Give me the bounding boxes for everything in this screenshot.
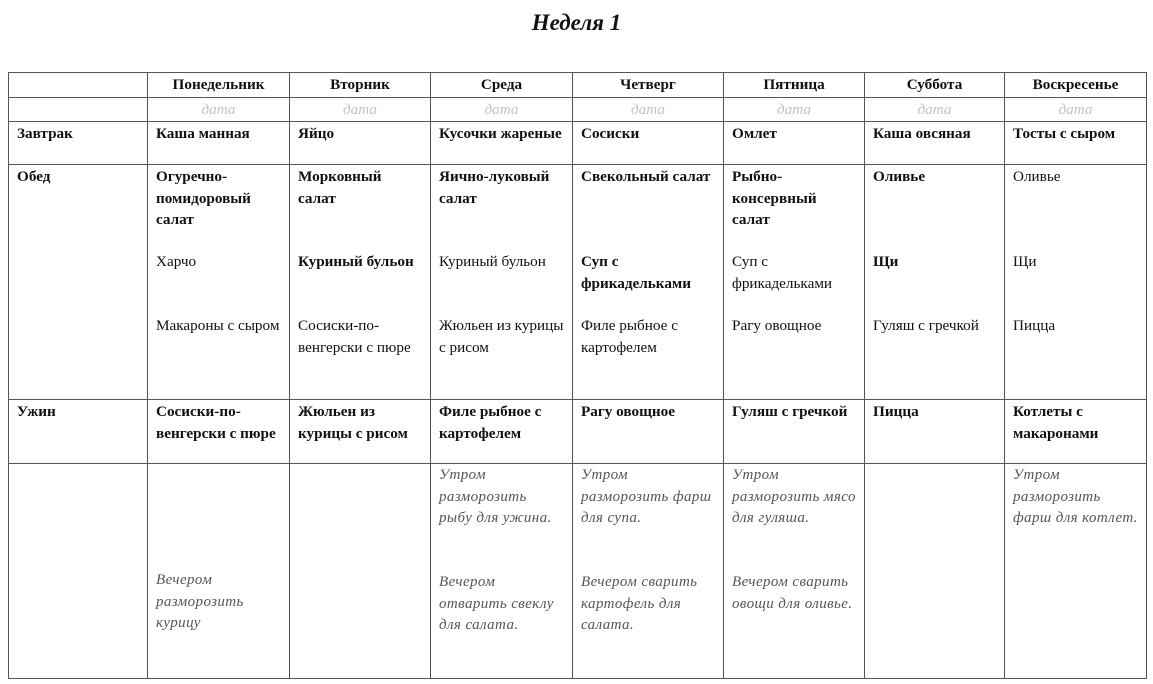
- meal-label-dinner: Ужин: [9, 400, 148, 464]
- date-row: [9, 97, 1147, 122]
- notes-cell: [148, 464, 290, 679]
- lunch-cell: [148, 165, 290, 400]
- lunch-cell: [290, 165, 431, 400]
- notes-cell: [865, 464, 1005, 679]
- date-field[interactable]: дата: [290, 97, 431, 122]
- date-field[interactable]: дата: [573, 97, 724, 122]
- lunch-salad: Огуречно-помидоровый салат: [156, 168, 251, 228]
- date-field[interactable]: дата: [148, 97, 290, 122]
- morning-note: Утром разморозить фарш для котлет.: [1013, 467, 1138, 526]
- empty-cell: [9, 97, 148, 122]
- lunch-main: Жюльен из курицы с рисом: [439, 317, 564, 356]
- lunch-cell: [724, 165, 865, 400]
- notes-cell: [573, 464, 724, 679]
- lunch-cell: [1005, 165, 1147, 400]
- breakfast-cell: Каша манная: [148, 122, 290, 165]
- meal-label-breakfast: Завтрак: [9, 122, 148, 165]
- morning-note: Утром разморозить фарш для супа.: [581, 467, 712, 526]
- lunch-cell: [865, 165, 1005, 400]
- dinner-cell: Рагу овощное: [573, 400, 724, 464]
- breakfast-row: [9, 122, 1147, 165]
- weekly-menu-sheet: [8, 72, 1146, 672]
- lunch-main: Макароны с сыром: [156, 317, 280, 334]
- lunch-main: Сосиски-по-венгерски с пюре: [298, 317, 411, 356]
- day-header-row: [9, 73, 1147, 98]
- day-header: Среда: [431, 73, 573, 98]
- lunch-salad: Свекольный салат: [581, 168, 711, 185]
- notes-cell: [1005, 464, 1147, 679]
- weekly-menu-table: [8, 72, 1147, 679]
- lunch-soup: Куриный бульон: [298, 253, 414, 270]
- lunch-main: Филе рыбное с картофелем: [581, 317, 678, 356]
- breakfast-cell: Каша овсяная: [865, 122, 1005, 165]
- day-header: Пятница: [724, 73, 865, 98]
- lunch-main: Пицца: [1013, 317, 1056, 334]
- notes-label-cell: [9, 464, 148, 679]
- day-header: Суббота: [865, 73, 1005, 98]
- lunch-soup: Харчо: [156, 253, 197, 270]
- morning-note: Утром разморозить мясо для гуляша.: [732, 467, 856, 526]
- breakfast-cell: Яйцо: [290, 122, 431, 165]
- lunch-soup: Суп с фрикадельками: [581, 253, 692, 292]
- dinner-cell: Филе рыбное с картофелем: [431, 400, 573, 464]
- notes-row: [9, 464, 1147, 679]
- lunch-salad: Яично-луковый салат: [439, 168, 550, 207]
- breakfast-cell: Сосиски: [573, 122, 724, 165]
- day-header: Вторник: [290, 73, 431, 98]
- evening-note: Вечером разморозить курицу: [156, 572, 244, 631]
- lunch-soup: Щи: [1013, 253, 1037, 270]
- evening-note: Вечером сварить овощи для оливье.: [732, 574, 853, 612]
- dinner-cell: Пицца: [865, 400, 1005, 464]
- breakfast-cell: Омлет: [724, 122, 865, 165]
- evening-note: Вечером сварить картофель для салата.: [581, 574, 698, 633]
- lunch-main: Гуляш с гречкой: [873, 317, 979, 334]
- lunch-cell: [431, 165, 573, 400]
- dinner-cell: Котлеты с макаронами: [1005, 400, 1147, 464]
- day-header: Воскресенье: [1005, 73, 1147, 98]
- page-title: Неделя 1: [531, 10, 622, 35]
- morning-note: Утром разморозить рыбу для ужина.: [439, 467, 552, 526]
- date-field[interactable]: дата: [724, 97, 865, 122]
- dinner-cell: Жюльен из курицы с рисом: [290, 400, 431, 464]
- date-field[interactable]: дата: [1005, 97, 1147, 122]
- day-header: Понедельник: [148, 73, 290, 98]
- date-field[interactable]: дата: [865, 97, 1005, 122]
- notes-cell: [724, 464, 865, 679]
- dinner-row: [9, 400, 1147, 464]
- notes-cell: [290, 464, 431, 679]
- day-header: Четверг: [573, 73, 724, 98]
- evening-note: Вечером отварить свеклу для салата.: [439, 574, 554, 633]
- lunch-salad: Оливье: [873, 168, 926, 185]
- lunch-row: [9, 165, 1147, 400]
- lunch-main: Рагу овощное: [732, 317, 822, 334]
- lunch-soup: Щи: [873, 253, 899, 270]
- notes-cell: [431, 464, 573, 679]
- breakfast-cell: Кусочки жареные: [431, 122, 573, 165]
- meal-label-lunch: Обед: [9, 165, 148, 400]
- lunch-soup: Куриный бульон: [439, 253, 546, 270]
- lunch-soup: Суп с фрикадельками: [732, 253, 833, 292]
- date-field[interactable]: дата: [431, 97, 573, 122]
- dinner-cell: Гуляш с гречкой: [724, 400, 865, 464]
- dinner-cell: Сосиски-по-венгерски с пюре: [148, 400, 290, 464]
- breakfast-cell: Тосты с сыром: [1005, 122, 1147, 165]
- lunch-cell: [573, 165, 724, 400]
- lunch-salad: Оливье: [1013, 168, 1061, 185]
- lunch-salad: Морковный салат: [298, 168, 382, 207]
- lunch-salad: Рыбно-консервный салат: [732, 168, 817, 228]
- corner-cell: [9, 73, 148, 98]
